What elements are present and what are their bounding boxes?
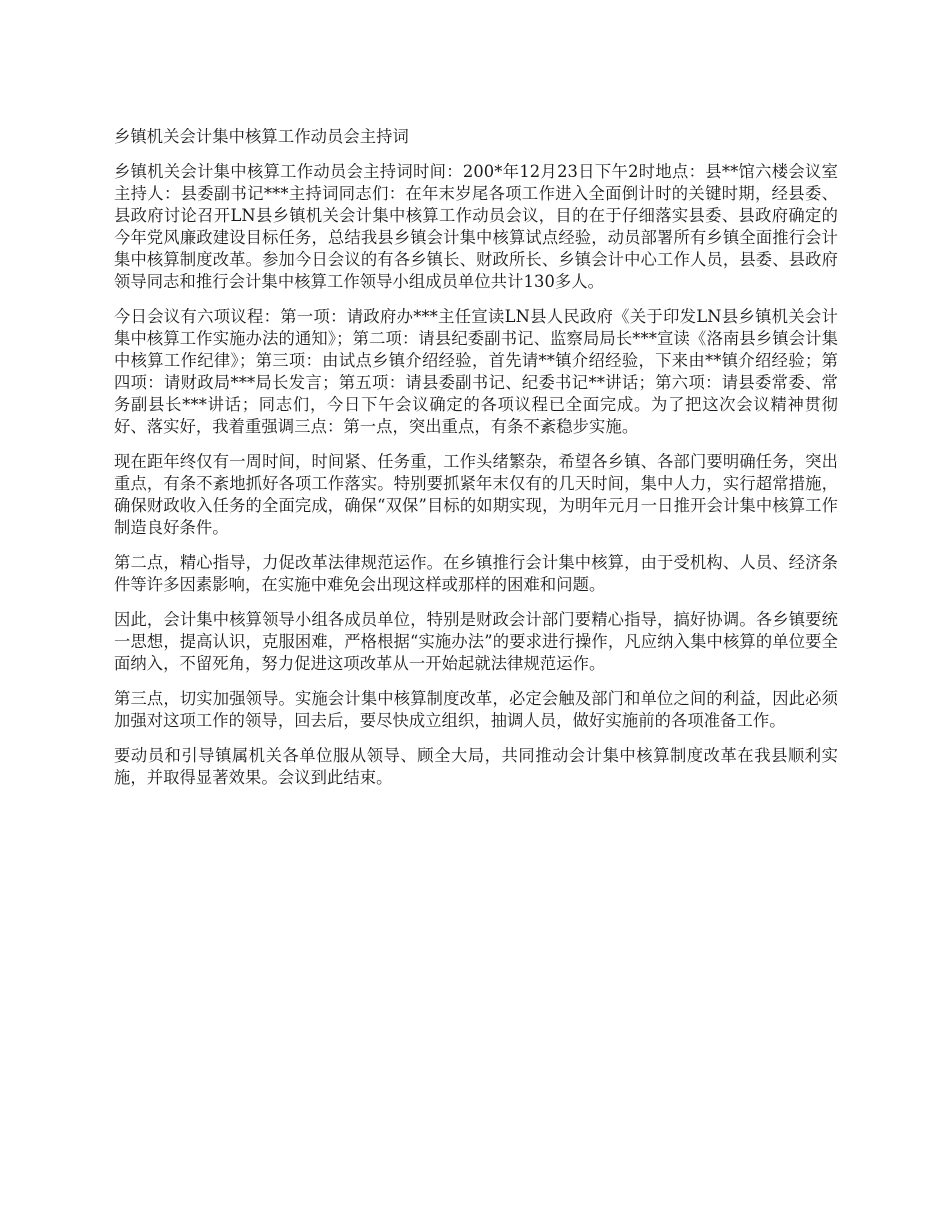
paragraph-closing: 要动员和引导镇属机关各单位服从领导、顾全大局，共同推动会计集中核算制度改革在我县顺利实施，并取得显著效果。会议到此结束。 [114, 746, 838, 787]
paragraph-point-one: 现在距年终仅有一周时间，时间紧、任务重，工作头绪繁杂，希望各乡镇、各部门要明确任务，突出重点，有条不紊地抓好各项工作落实。特别要抓紧年末仅有的几天时间，集中人力，实行超常措施，确保财政收入任务的全面完成，确保“双保”目标的如期实现，为明年元月一日推开会计集中核算工作制造良好条件。 [114, 452, 838, 537]
paragraph-point-two: 第二点，精心指导，力促改革法律规范运作。在乡镇推行会计集中核算，由于受机构、人员、经济条件等许多因素影响，在实施中难免会出现这样或那样的困难和问题。 [114, 553, 838, 594]
paragraph-point-three: 第三点，切实加强领导。实施会计集中核算制度改革，必定会触及部门和单位之间的利益，因此必须加强对这项工作的领导，回去后，要尽快成立组织，抽调人员，做好实施前的各项准备工作。 [114, 689, 838, 730]
paragraph-agenda: 今日会议有六项议程：第一项：请政府办***主任宣读LN县人民政府《关于印发LN县乡镇机关会计集中核算工作实施办法的通知》；第二项：请县纪委副书记、监察局局长***宣读《洛南县乡镇会计集中核算工作纪律》；第三项：由试点乡镇介绍经验，首先请**镇介绍经验，下来由**镇介绍经验；第四项：请财政局***局长发言；第五项：请县委副书记、纪委书记**讲话；第六项：请县委常委、常务副县长***讲话；同志们，今日下午会议确定的各项议程已全面完成。为了把这次会议精神贯彻好、落实好，我着重强调三点：第一点，突出重点，有条不紊稳步实施。 [114, 307, 838, 436]
document-page [114, 126, 838, 802]
paragraph-guidance: 因此，会计集中核算领导小组各成员单位，特别是财政会计部门要精心指导，搞好协调。各乡镇要统一思想，提高认识，克服困难，严格根据“实施办法”的要求进行操作，凡应纳入集中核算的单位要全面纳入，不留死角，努力促进这项改革从一开始起就法律规范运作。 [114, 610, 838, 673]
paragraph-meeting-info: 乡镇机关会计集中核算工作动员会主持词时间：200*年12月23日下午2时地点：县**馆六楼会议室主持人：县委副书记***主持词同志们：在年末岁尾各项工作进入全面倒计时的关键时期，经县委、县政府讨论召开LN县乡镇机关会计集中核算工作动员会议，目的在于仔细落实县委、县政府确定的今年党风廉政建设目标任务，总结我县乡镇会计集中核算试点经验，动员部署所有乡镇全面推行会计集中核算制度改革。参加今日会议的有各乡镇长、财政所长、乡镇会计中心工作人员，县委、县政府领导同志和推行会计集中核算工作领导小组成员单位共计130多人。 [114, 162, 838, 291]
document-title: 乡镇机关会计集中核算工作动员会主持词 [114, 127, 409, 146]
